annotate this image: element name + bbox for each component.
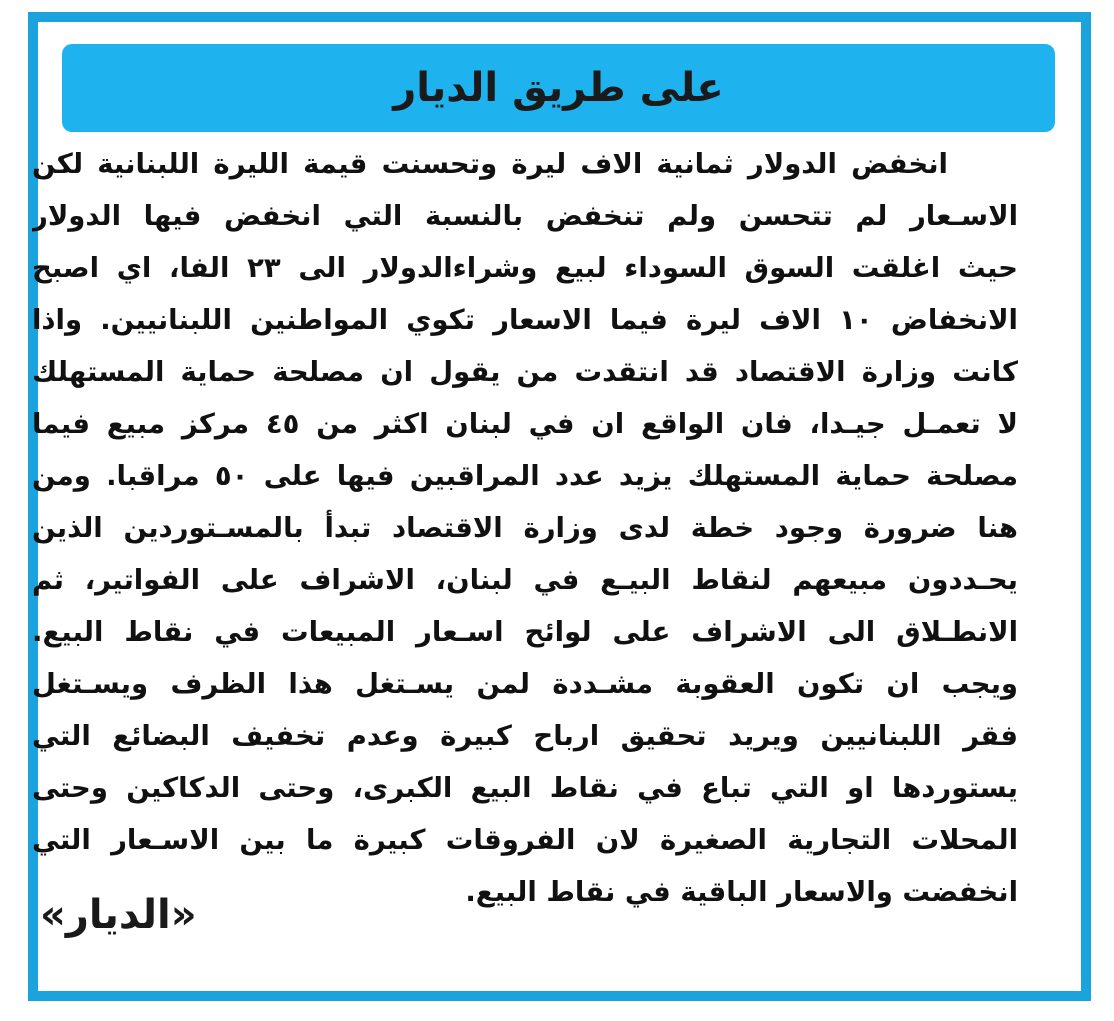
article-line: لا تعمـل جيـدا، فان الواقع ان في لبنان اكثر من ٤٥ مركز مبيع فيما (32, 408, 1018, 440)
article-line: حيث اغلقت السوق السوداء لبيع وشراءالدولار الى ٢٣ الفا، اي اصبح (32, 252, 1018, 284)
article-line: الانطـلاق الى الاشراف على لوائح اسـعار المبيعات في نقاط البيع. (32, 616, 1018, 648)
header-bar (62, 44, 1055, 132)
article-line: كانت وزارة الاقتصاد قد انتقدت من يقول ان مصلحة حماية المستهلك (32, 356, 1018, 388)
column-title: على طريق الديار (393, 65, 724, 111)
article-line: يستوردها او التي تباع في نقاط البيع الكبرى، وحتى الدكاكين وحتى (32, 772, 1018, 804)
article-line: فقر اللبنانيين ويريد تحقيق ارباح كبيرة وعدم تخفيف البضائع التي (32, 720, 1018, 752)
article-line: الانخفاض ١٠ الاف ليرة فيما الاسعار تكوي المواطنين اللبنانيين. واذا (32, 304, 1018, 336)
article-line: انخفضت والاسعار الباقية في نقاط البيع. (465, 876, 1018, 908)
article-line: ويجب ان تكون العقوبة مشـددة لمن يسـتغل هذا الظرف ويسـتغل (32, 668, 1018, 700)
article-line: المحلات التجارية الصغيرة لان الفروقات كبيرة ما بين الاسـعار التي (32, 824, 1018, 856)
article-line: مصلحة حماية المستهلك يزيد عدد المراقبين فيها على ٥٠ مراقبا. ومن (32, 460, 1018, 492)
article-line: الاسـعار لم تتحسن ولم تنخفض بالنسبة التي انخفض فيها الدولار (32, 200, 1018, 232)
article-line: يحـددون مبيعهم لنقاط البيـع في لبنان، الاشراف على الفواتير، ثم (32, 564, 1018, 596)
article-line: هنا ضرورة وجود خطة لدى وزارة الاقتصاد تبدأ بالمسـتوردين الذين (32, 512, 1018, 544)
signature: «الديار» (40, 892, 197, 938)
article-body (32, 138, 1018, 918)
article-line: انخفض الدولار ثمانية الاف ليرة وتحسنت قيمة الليرة اللبنانية لكن (32, 148, 948, 180)
